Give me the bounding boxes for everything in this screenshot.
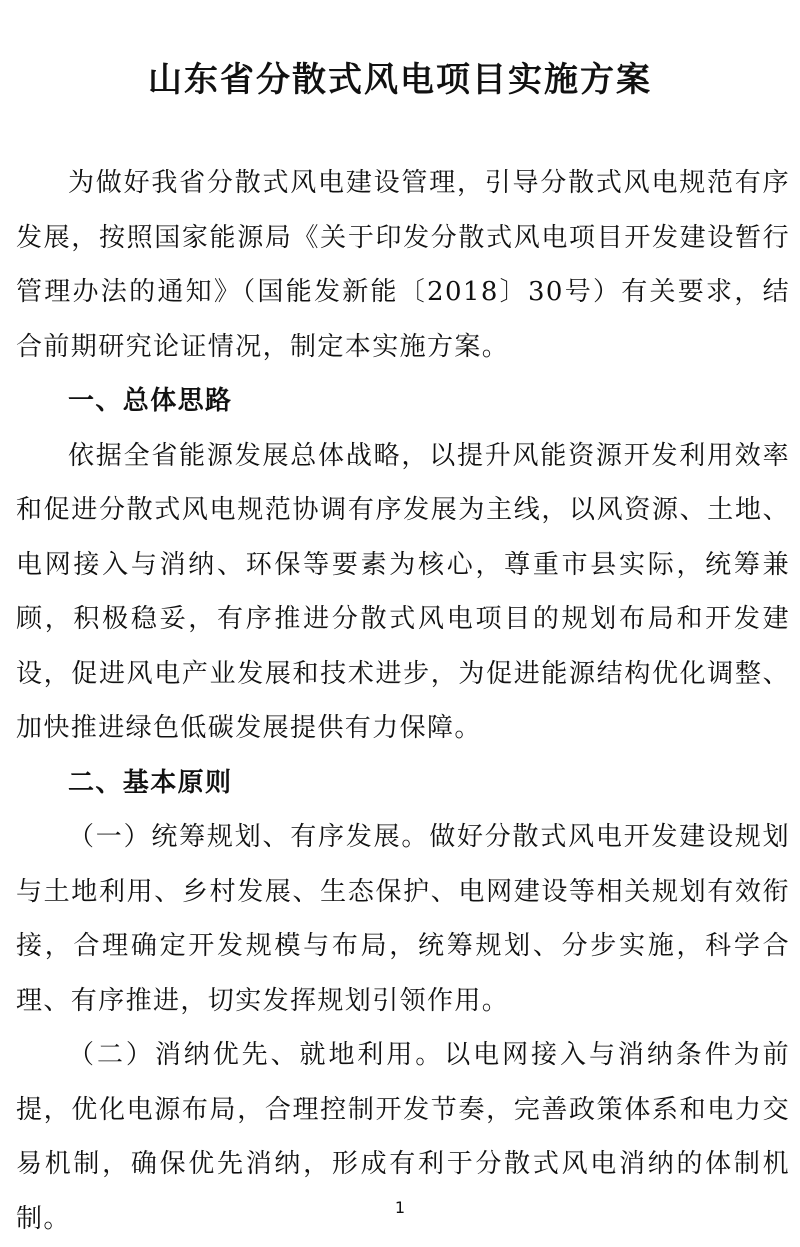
- section-heading-basic-principles: 二、基本原则: [68, 767, 233, 798]
- intro-paragraph: 为做好我省分散式风电建设管理，引导分散式风电规范有序发展，按照国家能源局《关于印发分散式风电项目开发建设暂行管理办法的通知》（国能发新能〔2018〕30号）有关要求，结合前期研究论证情况，制定本实施方案。: [16, 168, 790, 362]
- document-body: [16, 156, 790, 1246]
- section-heading-overall-approach: 一、总体思路: [68, 386, 233, 416]
- principle-1-paragraph: （一）统筹规划、有序发展。做好分散式风电开发建设规划与土地利用、乡村发展、生态保护、电网建设等相关规划有效衔接，合理确定开发规模与布局，统筹规划、分步实施，科学合理、有序推进，切实发挥规划引领作用。: [16, 822, 790, 1016]
- overall-approach-paragraph: 依据全省能源发展总体战略，以提升风能资源开发利用效率和促进分散式风电规范协调有序发展为主线，以风资源、土地、电网接入与消纳、环保等要素为核心，尊重市县实际，统筹兼顾，积极稳妥，有序推进分散式风电项目的规划布局和开发建设，促进风电产业发展和技术进步，为促进能源结构优化调整、加快推进绿色低碳发展提供有力保障。: [16, 440, 790, 743]
- page-number: 1: [394, 1198, 406, 1217]
- document-title: 山东省分散式风电项目实施方案: [148, 60, 652, 100]
- principle-2-paragraph: （二）消纳优先、就地利用。以电网接入与消纳条件为前提，优化电源布局，合理控制开发节奏，完善政策体系和电力交易机制，确保优先消纳，形成有利于分散式风电消纳的体制机制。: [16, 1040, 790, 1234]
